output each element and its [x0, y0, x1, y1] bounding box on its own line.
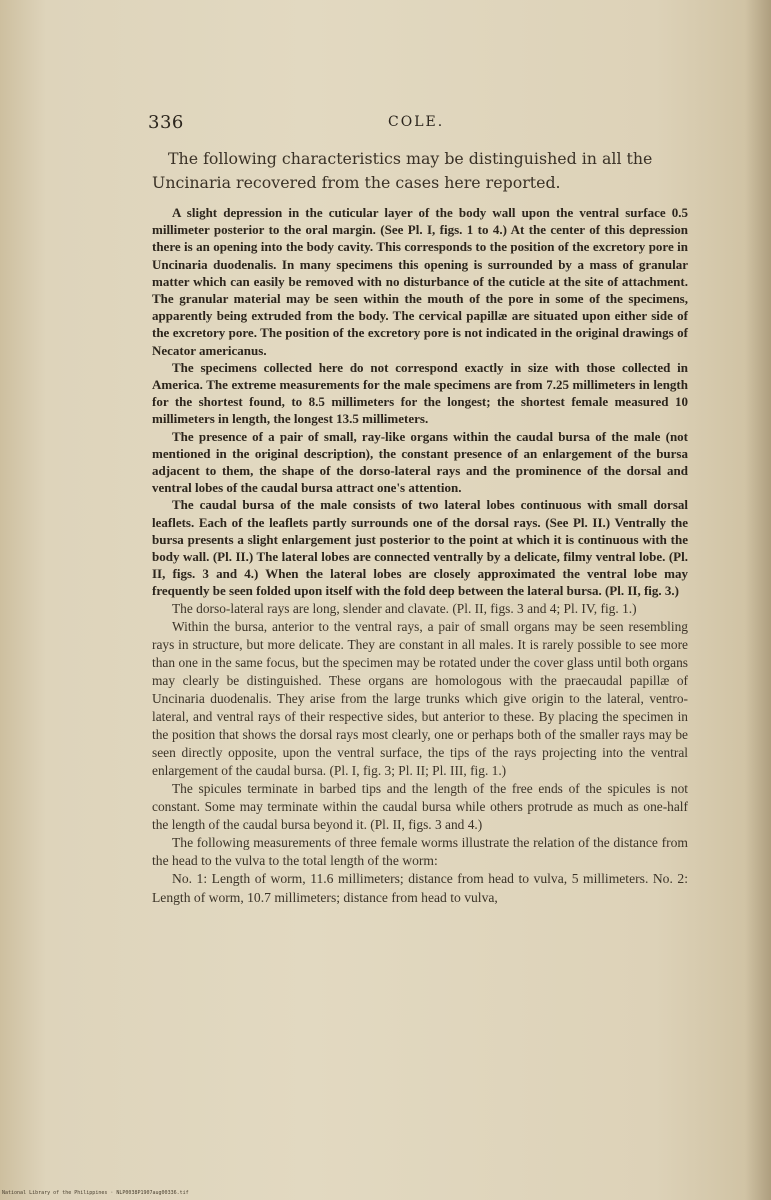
- paragraph-specimen-size: The specimens collected here do not correspond exactly in size with those collected in America. The extreme measurements for the male specimens are from 7.25 millimeters in length for the shortest found, to 8.5 millimeters for the longest; the shortest female measured 10 millimeters in length, the longest 13.5 millimeters.: [152, 359, 688, 427]
- page-edge-shadow: [745, 0, 771, 1200]
- lead-paragraph: The following characteristics may be distinguished in all the Uncinaria recovered from the cases here reported.: [152, 149, 653, 192]
- paragraph-measurements-intro: The following measurements of three female worms illustrate the relation of the distance from the head to the vulva to the total length of the worm:: [152, 834, 688, 869]
- body-text: [152, 204, 688, 907]
- page-header: [148, 112, 688, 136]
- paragraph-caudal-bursa: The caudal bursa of the male consists of two lateral lobes continuous with small dorsal leaflets. Each of the leaflets partly surrounds one of the dorsal rays. (See Pl. II.) Ventrally the bursa presents a slight enlargement just posterior to the point at which it is continuous with the body wall. (Pl. II.) The lateral lobes are connected ventrally by a delicate, filmy ventral lobe. (Pl. II, figs. 3 and 4.) When the lateral lobes are closely approximated the ventral lobe may frequently be seen folded upon itself with the fold deep between the lateral bursa. (Pl. II, fig. 3.): [152, 497, 688, 599]
- paragraph-measurements: No. 1: Length of worm, 11.6 millimeters; distance from head to vulva, 5 millimeters. No. 2: Length of worm, 10.7 millimeters; distance from head to vulva,: [152, 871, 688, 905]
- paragraph-excretory-pore: A slight depression in the cuticular layer of the body wall upon the ventral surface 0.5 millimeter posterior to the oral margin. (See Pl. I, figs. 1 to 4.) At the center of this depression there is an opening into the body cavity. This corresponds to the position of the excretory pore in Uncinaria duodenalis. In many specimens this opening is surrounded by a mass of granular matter which can easily be removed with no disturbance of the cuticle at the site of attachment. The granular material may be seen within the mouth of the pore in some of the specimens, apparently being extruded from the body. The cervical papillæ are situated upon either side of the excretory pore. The position of the excretory pore is not indicated in the original drawings of Necator americanus.: [152, 205, 688, 358]
- paragraph-small-organs: Within the bursa, anterior to the ventral rays, a pair of small organs may be seen resembling rays in structure, but more delicate. They are constant in all males. It is rarely possible to see more than one in the same focus, but the specimen may be rotated under the cover glass until both organs may clearly be distinguished. These organs are homologous with the praecaudal papillæ of Uncinaria duodenalis. They arise from the large trunks which give origin to the lateral, ventro-lateral, and ventral rays of their respective sides, but anterior to these. By placing the specimen in the position that shows the dorsal rays most clearly, one or perhaps both of the smaller rays may be seen directly opposite, upon the ventral surface, the tips of the rays projecting into the ventral enlargement of the caudal bursa. (Pl. I, fig. 3; Pl. II; Pl. III, fig. 1.): [152, 618, 688, 778]
- scan-footer: National Library of the Philippines · NLP0038P1907aug00336.tif: [2, 1190, 189, 1196]
- paragraph-dorso-lateral-rays: The dorso-lateral rays are long, slender and clavate. (Pl. II, figs. 3 and 4; Pl. IV, fig. 1.): [172, 600, 637, 616]
- paragraph-spicules: The spicules terminate in barbed tips and the length of the free ends of the spicules is not constant. Some may terminate within the caudal bursa while others protrude as much as one-half the length of the caudal bursa beyond it. (Pl. II, figs. 3 and 4.): [152, 780, 688, 832]
- page-number: 336: [148, 112, 184, 133]
- paragraph-ray-like-organs: The presence of a pair of small, ray-like organs within the caudal bursa of the male (not mentioned in the original description), the constant presence of an enlargement of the bursa adjacent to them, the shape of the dorso-lateral rays and the prominence of the dorsal and ventral lobes of the caudal bursa attract one's attention.: [152, 428, 688, 496]
- running-head: COLE.: [388, 114, 445, 130]
